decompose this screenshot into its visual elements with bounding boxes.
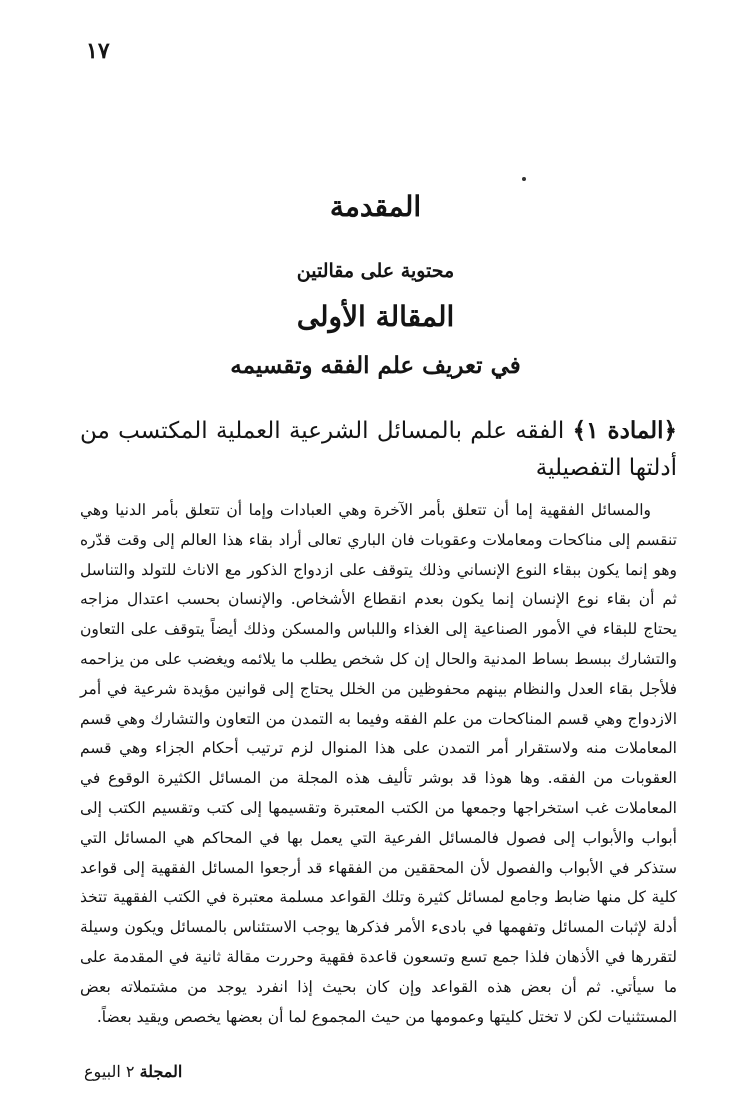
footer-text: ٢ البيوع — [84, 1062, 135, 1081]
body-paragraph: والمسائل الفقهية إما أن تتعلق بأمر الآخرة وهي العبادات وإما أن تتعلق بأمر الدنيا وهي تنقسم إلى مناكحات ومعاملات وعقوبات فان الباري تعالى أراد بقاء هذا العالم إلى وقت قدّره وهو إنما يكون ببقاء النوع الإنساني وذلك يتوقف على ازدواج الذكور مع الاناث للتولد والتناسل ثم أن بقاء نوع الإنسان إنما يكون بعدم انقطاع الأشخاص. والإنسان بحسب اعتدال مزاجه يحتاج للبقاء في الأمور الصناعية إلى الغذاء واللباس والمسكن وذلك أيضاً يتوقف على التعاون والتشارك ببسط بساط المدنية والحال إن كل شخص يطلب ما يلائمه ويغضب على من يزاحمه فلأجل بقاء العدل والنظام بينهم محفوظين من الخلل يحتاج إلى قوانين مؤيدة شرعية في أمر الازدواج وهي قسم المناكحات من علم الفقه وفيما به التمدن من التعاون والتشارك وهي قسم المعاملات منه ولاستقرار أمر التمدن على هذا المنوال لزم ترتيب أحكام الجزاء وهي قسم العقوبات من الفقه. وها هوذا قد بوشر تأليف هذه المجلة من المسائل الكثيرة الوقوع في المعاملات غب استخراجها وجمعها من الكتب المعتبرة وتقسيمها إلى كتب وتقسيم الكتب إلى أبواب والأبواب إلى فصول فالمسائل الفرعية التي يعمل بها في المحاكم هي المسائل التي ستذكر في الأبواب والفصول لأن المحققين من الفقهاء قد أرجعوا المسائل الفقهية إلى قواعد كلية كل منها ضابط وجامع لمسائل كثيرة وتلك القواعد مسلمة معتبرة في الكتب الفقهية تتخذ أدلة لإثبات المسائل وتفهمها في بادىء الأمر فذكرها يوجب الاستئناس بالمسائل ويكون وسيلة لتقررها في الأذهان فلذا جمع تسع وتسعون قاعدة فقهية وحررت مقالة ثانية في المقدمة على ما سيأتي. ثم أن بعض هذه القواعد وإن كان بحيث إذا انفرد يوجد من مشتملاته بعض المستثنيات لكن لا تختل كليتها وعمومها من حيث المجموع لما أن بعضها يخصص ويقيد بعضاً. — [80, 501, 677, 1026]
article-1 — [80, 412, 677, 487]
subtitle: محتوية على مقالتين — [296, 260, 455, 282]
footer-signature — [84, 1062, 182, 1081]
main-title: المقدمة — [329, 190, 422, 223]
footer-label: المجلة — [139, 1062, 183, 1081]
section-title: المقالة الأولى — [296, 300, 455, 333]
article-label: ﴿المادة ١﴾ — [572, 417, 677, 444]
section-subtitle: في تعريف علم الفقه وتقسيمه — [230, 352, 521, 379]
page-number: ١٧ — [86, 38, 110, 64]
article-text: الفقه علم بالمسائل الشرعية العملية المكتسب من أدلتها التفصيلية — [80, 418, 677, 481]
ink-dot — [522, 177, 526, 181]
